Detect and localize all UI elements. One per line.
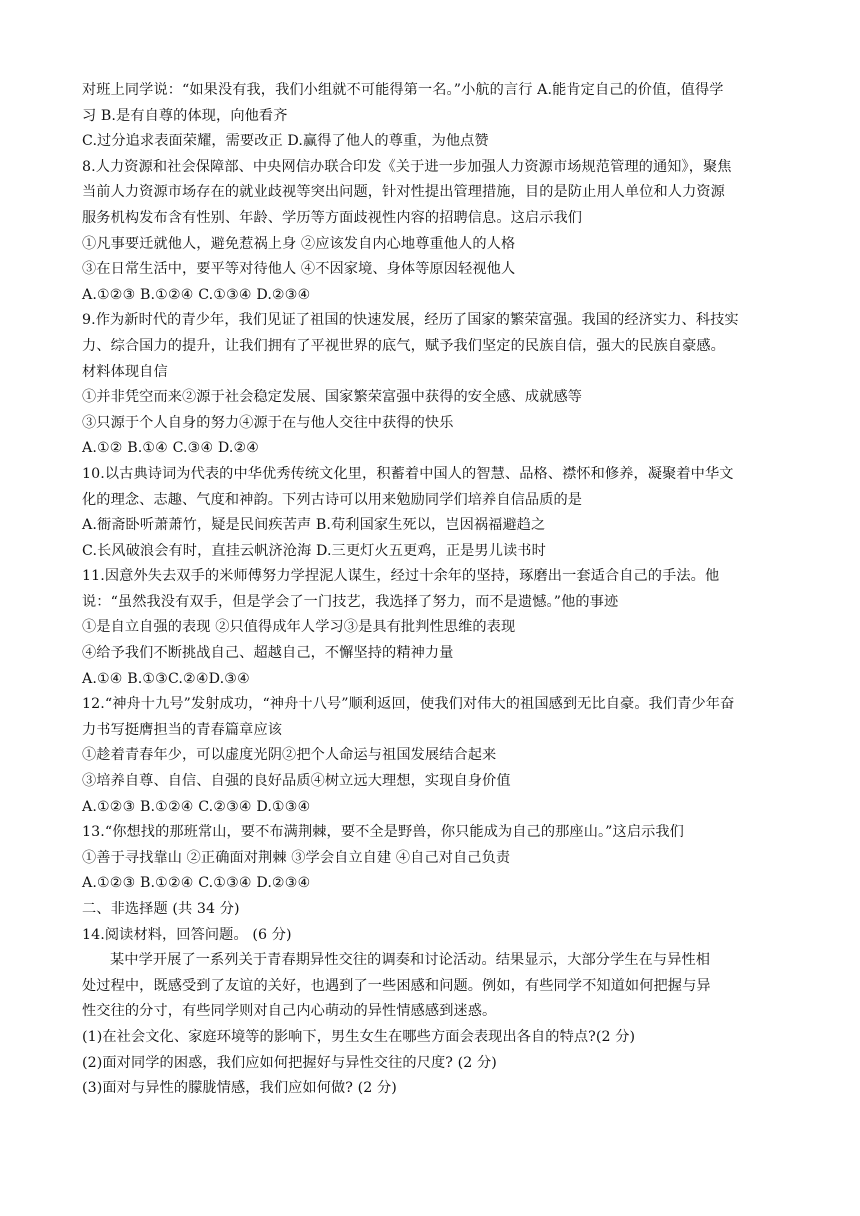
text-line: ①趁着青春年少，可以虚度光阴②把个人命运与祖国发展结合起来 [82,747,497,764]
text-line: 10.以古典诗词为代表的中华优秀传统文化里，积蓄着中国人的智慧、品格、襟怀和修养，凝聚着中华文 [82,465,734,482]
text-line: A.①②③ B.①②④ C.②③④ D.①③④ [82,798,311,815]
text-line: 说：“虽然我没有双手，但是学会了一门技艺，我选择了努力，而不是遗憾。”他的事迹 [82,593,619,610]
text-line: ③只源于个人自身的努力④源于在与他人交往中获得的快乐 [82,414,454,431]
text-line: 某中学开展了一系列关于青春期异性交往的调奏和讨论活动。结果显示，大部分学生在与异性相 [110,952,711,969]
text-line: C.过分追求表面荣耀，需要改正 D.赢得了他人的尊重，为他点赞 [82,133,489,150]
text-line: 对班上同学说：“如果没有我，我们小组就不可能得第一名。”小航的言行 A.能肯定自己的价值，值得学 [82,82,724,98]
text-line: ④给予我们不断挑战自己、超越自己，不懈坚持的精神力量 [82,645,454,662]
text-line: 处过程中，既感受到了友谊的关好，也遇到了一些困感和问题。例如，有些同学不知道如何把握与异 [82,977,711,994]
text-line: A.①④ B.①③C.②④D.③④ [82,670,250,687]
text-line: 性交往的分寸，有些同学则对自己内心萌动的异性情感感到迷惑。 [82,1003,497,1020]
text-line: A.衙斋卧听萧萧竹，疑是民间疾苦声 B.苟利国家生死以，岂因祸福避趋之 [82,517,546,534]
text-line: 化的理念、志趣、气度和神韵。下列古诗可以用来勉励同学们培养自信品质的是 [82,491,583,508]
text-line: 13.“你想找的那班常山，要不布满荆棘，要不全是野兽，你只能成为自己的那座山。”这启示我们 [82,824,684,841]
text-line: (3)面对与异性的朦胧情感，我们应如何做? (2 分) [82,1080,397,1097]
text-line: 8.人力资源和社会保障部、中央网信办联合印发《关于进一步加强人力资源市场规范管理的通知》，聚焦 [82,158,732,175]
text-line: 当前人力资源市场存在的就业歧视等突出问题，针对性提出管理措施，目的是防止用人单位和人力资源 [82,184,725,201]
text-line: (2)面对同学的困惑，我们应如何把握好与异性交往的尺度? (2 分) [82,1054,497,1071]
text-line: 12.“神舟十九号”发射成功，“神舟十八号”顺利返回，使我们对伟大的祖国感到无比自豪。我们青少年奋 [82,696,735,713]
text-line: ③在日常生活中，要平等对待他人 ④不因家境、身体等原因轻视他人 [82,261,516,278]
text-line: ①是自立自强的表现 ②只值得成年人学习③是具有批判性思维的表现 [82,619,516,636]
text-line: ①凡事要迁就他人，避免惹祸上身 ②应该发自内心地尊重他人的人格 [82,235,516,252]
text-line: (1)在社会文化、家庭环境等的影响下，男生女生在哪些方面会表现出各自的特点?(2 分) [82,1028,636,1045]
exam-page [82,78,778,1102]
text-line: C.长风破浪会有时，直挂云帆济沧海 D.三更灯火五更鸡，正是男儿读书时 [82,542,546,559]
text-line: A.①②③ B.①②④ C.①③④ D.②③④ [82,286,311,303]
text-line: A.①② B.①④ C.③④ D.②④ [82,440,260,457]
text-line: 服务机构发布含有性别、年龄、学历等方面歧视性内容的招聘信息。这启示我们 [82,209,583,226]
text-line: ①善于寻找靠山 ②正确面对荆棘 ③学会自立自建 ④自己对自己负责 [82,849,511,866]
text-line: ③培养自尊、自信、自强的良好品质④树立远大理想，实现自身价值 [82,773,511,790]
text-line: 二、非选择题 (共 34 分) [82,901,240,917]
text-line: 11.因意外失去双手的米师傅努力学捏泥人谋生，经过十余年的坚持，琢磨出一套适合自己的手法。他 [82,568,720,585]
text-line: 14.阅读材料，回答问题。 (6 分) [82,926,292,943]
text-line: 力书写挺膺担当的青春篇章应该 [82,721,283,738]
text-line: 习 B.是有自尊的体现，向他看齐 [82,107,288,124]
text-line: 力、综合国力的提升，让我们拥有了平视世界的底气，赋予我们坚定的民族自信，强大的民族自豪感。 [82,337,725,354]
text-line: 材料体现自信 [82,363,168,380]
text-line: A.①②③ B.①②④ C.①③④ D.②③④ [82,875,311,892]
text-line: 9.作为新时代的青少年，我们见证了祖国的快速发展，经历了国家的繁荣富强。我国的经济实力、科技实 [82,312,739,329]
text-line: ①并非凭空而来②源于社会稳定发展、国家繁荣富强中获得的安全感、成就感等 [82,389,583,406]
